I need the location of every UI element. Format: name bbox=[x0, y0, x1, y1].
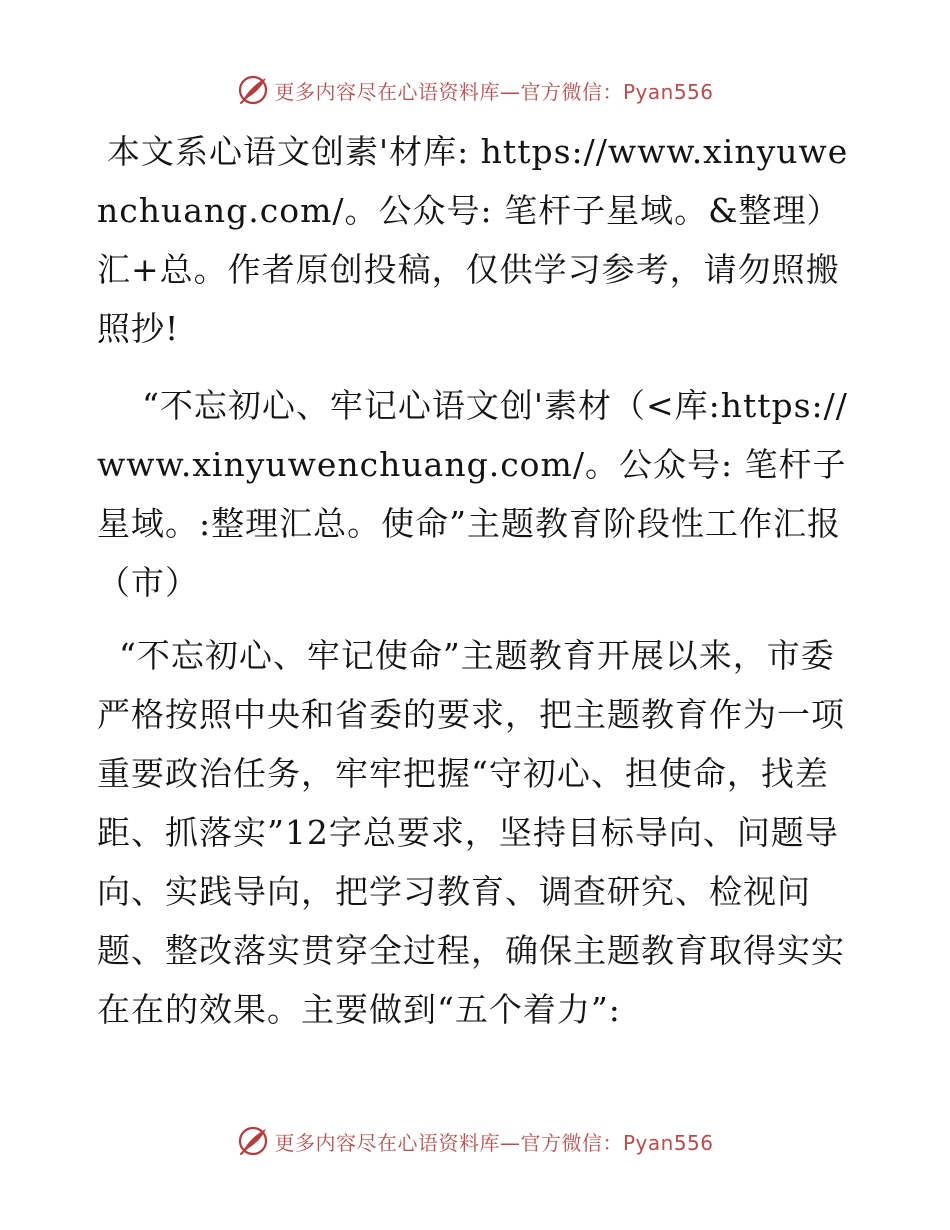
header-watermark bbox=[0, 70, 950, 110]
feather-logo-icon bbox=[236, 73, 270, 107]
watermark-text bbox=[274, 76, 713, 105]
footer-watermark bbox=[0, 1121, 950, 1161]
source-notice-paragraph: 本文系心语文创素'材库: https://www.xinyuwenchuang.com/。公众号: 笔杆子星域。&整理）汇+总。作者原创投稿，仅供学习参考，请勿照搬照抄! bbox=[97, 132, 849, 348]
intro-paragraph: “不忘初心、牢记使命”主题教育开展以来，市委严格按照中央和省委的要求，把主题教育作为一项重要政治任务，牢牢把握“守初心、担使命，找差距、抓落实”12字总要求，坚持目标导向、问题导向、实践导向，把学习教育、调查研究、检视问题、整改落实贯穿全过程，确保主题教育取得实实在在的效果。主要做到“五个着力”: bbox=[97, 636, 845, 1029]
document-title-paragraph: “不忘初心、牢记心语文创'素材（<库:https://www.xinyuwenchuang.com/。公众号: 笔杆子星域。:整理汇总。使命”主题教育阶段性工作汇报（市） bbox=[97, 386, 848, 602]
watermark-label: 更多内容尽在心语资料库—官方微信： bbox=[274, 1130, 623, 1155]
watermark-text bbox=[274, 1127, 713, 1156]
watermark-label: 更多内容尽在心语资料库—官方微信： bbox=[274, 79, 623, 104]
watermark-wechat-id: Pyan556 bbox=[622, 1130, 714, 1155]
document-body bbox=[97, 122, 867, 1039]
watermark-wechat-id: Pyan556 bbox=[622, 79, 714, 104]
feather-logo-icon bbox=[236, 1124, 270, 1158]
